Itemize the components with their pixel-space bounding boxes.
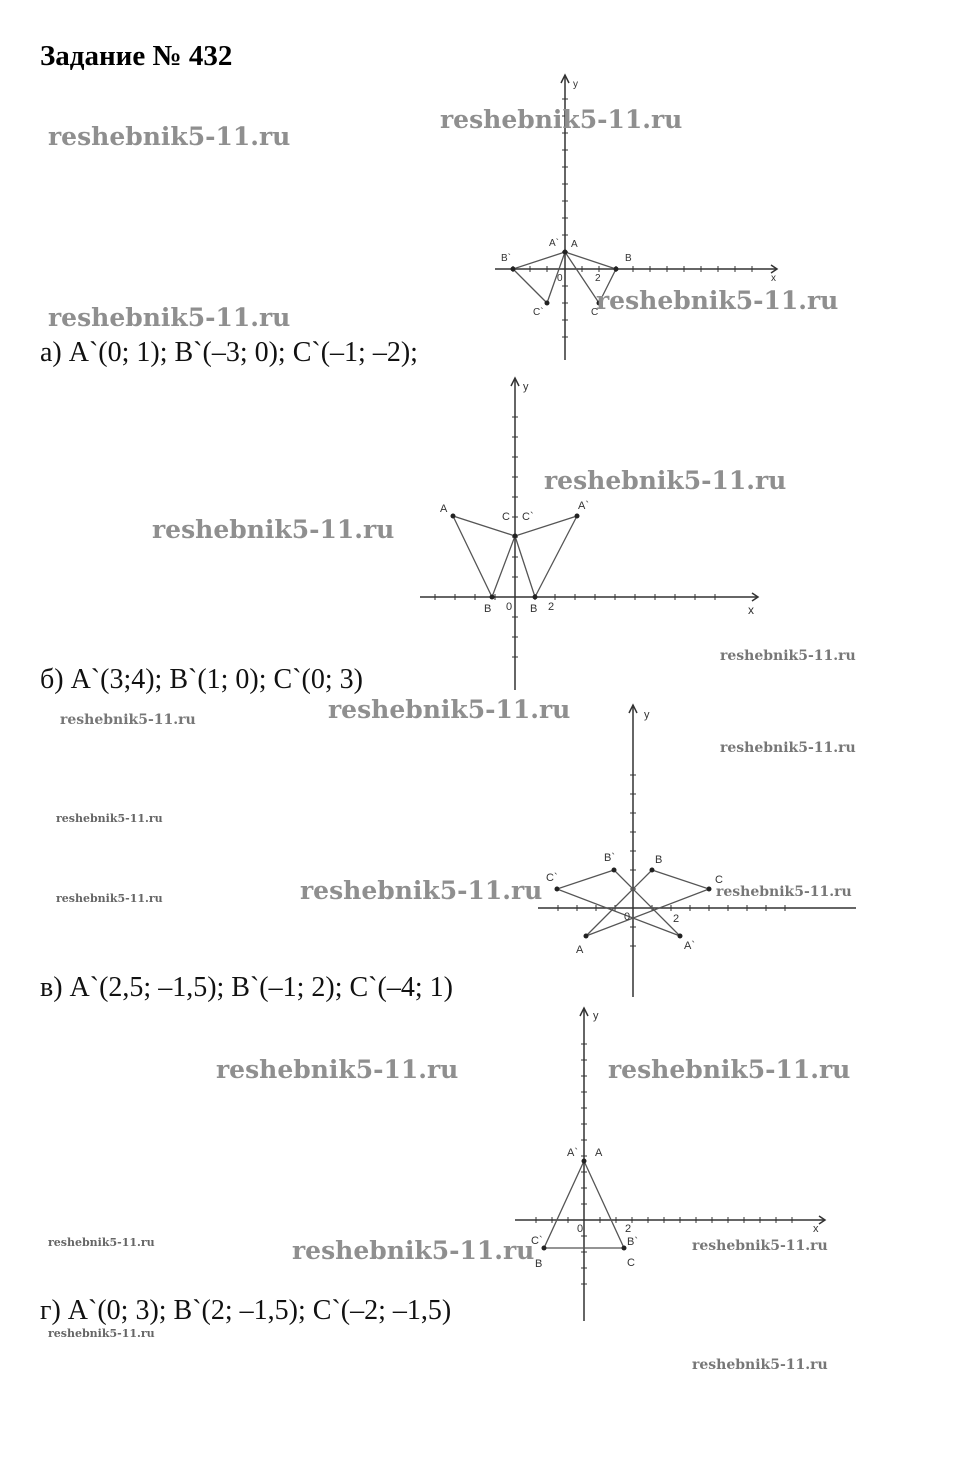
point-a1-label: A` [578,500,589,512]
tick-label: 2 [673,913,680,925]
point-c1-label: C` [531,1235,543,1247]
triangle-abc [453,516,515,597]
watermark: reshebnik5-11.ru [48,303,291,332]
origin-label: 0 [557,273,563,284]
point-b-label: B [535,1258,543,1270]
watermark: reshebnik5-11.ru [544,466,787,495]
x-axis-label: x [771,273,776,284]
watermark: reshebnik5-11.ru [152,515,395,544]
answer-b: б) A`(3;4); B`(1; 0); C`(0; 3) [40,664,363,695]
point-a-label: A [571,239,578,250]
watermark: reshebnik5-11.ru [720,740,856,756]
point-b1-label: B` [604,852,615,864]
point-a-label: A [440,503,448,515]
watermark: reshebnik5-11.ru [608,1055,851,1084]
point-b-label: B [625,253,632,264]
task-title: Задание № 432 [40,40,233,72]
watermark: reshebnik5-11.ru [716,884,852,900]
origin-label: 0 [577,1223,584,1235]
watermark: reshebnik5-11.ru [216,1055,459,1084]
answer-g: г) A`(0; 3); B`(2; –1,5); C`(–2; –1,5) [40,1295,452,1326]
y-axis-label: y [644,709,650,721]
watermark: reshebnik5-11.ru [328,695,571,724]
point-c-label: C [627,1257,635,1269]
answer-a: а) A`(0; 1); B`(–3; 0); C`(–1; –2); [40,337,418,368]
watermark: reshebnik5-11.ru [596,286,839,315]
point-a1-label: A` [684,940,695,952]
watermark: reshebnik5-11.ru [56,812,163,825]
watermark: reshebnik5-11.ru [692,1238,828,1254]
point-c1-label: C` [546,872,558,884]
origin-label: 0 [624,911,631,923]
watermark: reshebnik5-11.ru [48,1327,155,1340]
point-c-label: C [502,511,510,523]
watermark: reshebnik5-11.ru [692,1357,828,1373]
watermark: reshebnik5-11.ru [48,1236,155,1249]
point-b-label: B [484,603,492,615]
point-c1-label: C` [522,511,534,523]
point-a-label: A [576,944,584,956]
point-b1-label: B` [501,253,511,264]
x-axis-label: x [813,1223,819,1235]
watermark: reshebnik5-11.ru [300,876,543,905]
y-axis-label: y [523,381,529,393]
point-b-label: B [655,854,663,866]
point-b1-label: B` [627,1236,638,1248]
watermark: reshebnik5-11.ru [440,105,683,134]
watermark: reshebnik5-11.ru [292,1236,535,1265]
y-axis-label: y [593,1010,599,1022]
point-a1-label: A` [549,238,559,249]
watermark: reshebnik5-11.ru [60,712,196,728]
point-a1-label: A` [567,1147,578,1159]
figure-b [420,378,765,693]
triangle-a1b1c1 [515,516,577,597]
tick-label: 2 [625,1223,632,1235]
answer-v: в) A`(2,5; –1,5); B`(–1; 2); C`(–4; 1) [40,972,453,1003]
point-b1-label: B [530,603,538,615]
point-c-label: C [715,874,723,886]
point-c-label: C [591,307,599,318]
x-axis-label: x [748,603,754,617]
y-axis-label: y [573,79,578,90]
watermark: reshebnik5-11.ru [48,122,291,151]
watermark: reshebnik5-11.ru [720,648,856,664]
watermark: reshebnik5-11.ru [56,892,163,905]
point-c1-label: C` [533,307,544,318]
tick-label: 2 [548,601,555,613]
origin-label: 0 [506,601,513,613]
tick-label: 2 [595,273,601,284]
point-a-label: A [595,1147,603,1159]
